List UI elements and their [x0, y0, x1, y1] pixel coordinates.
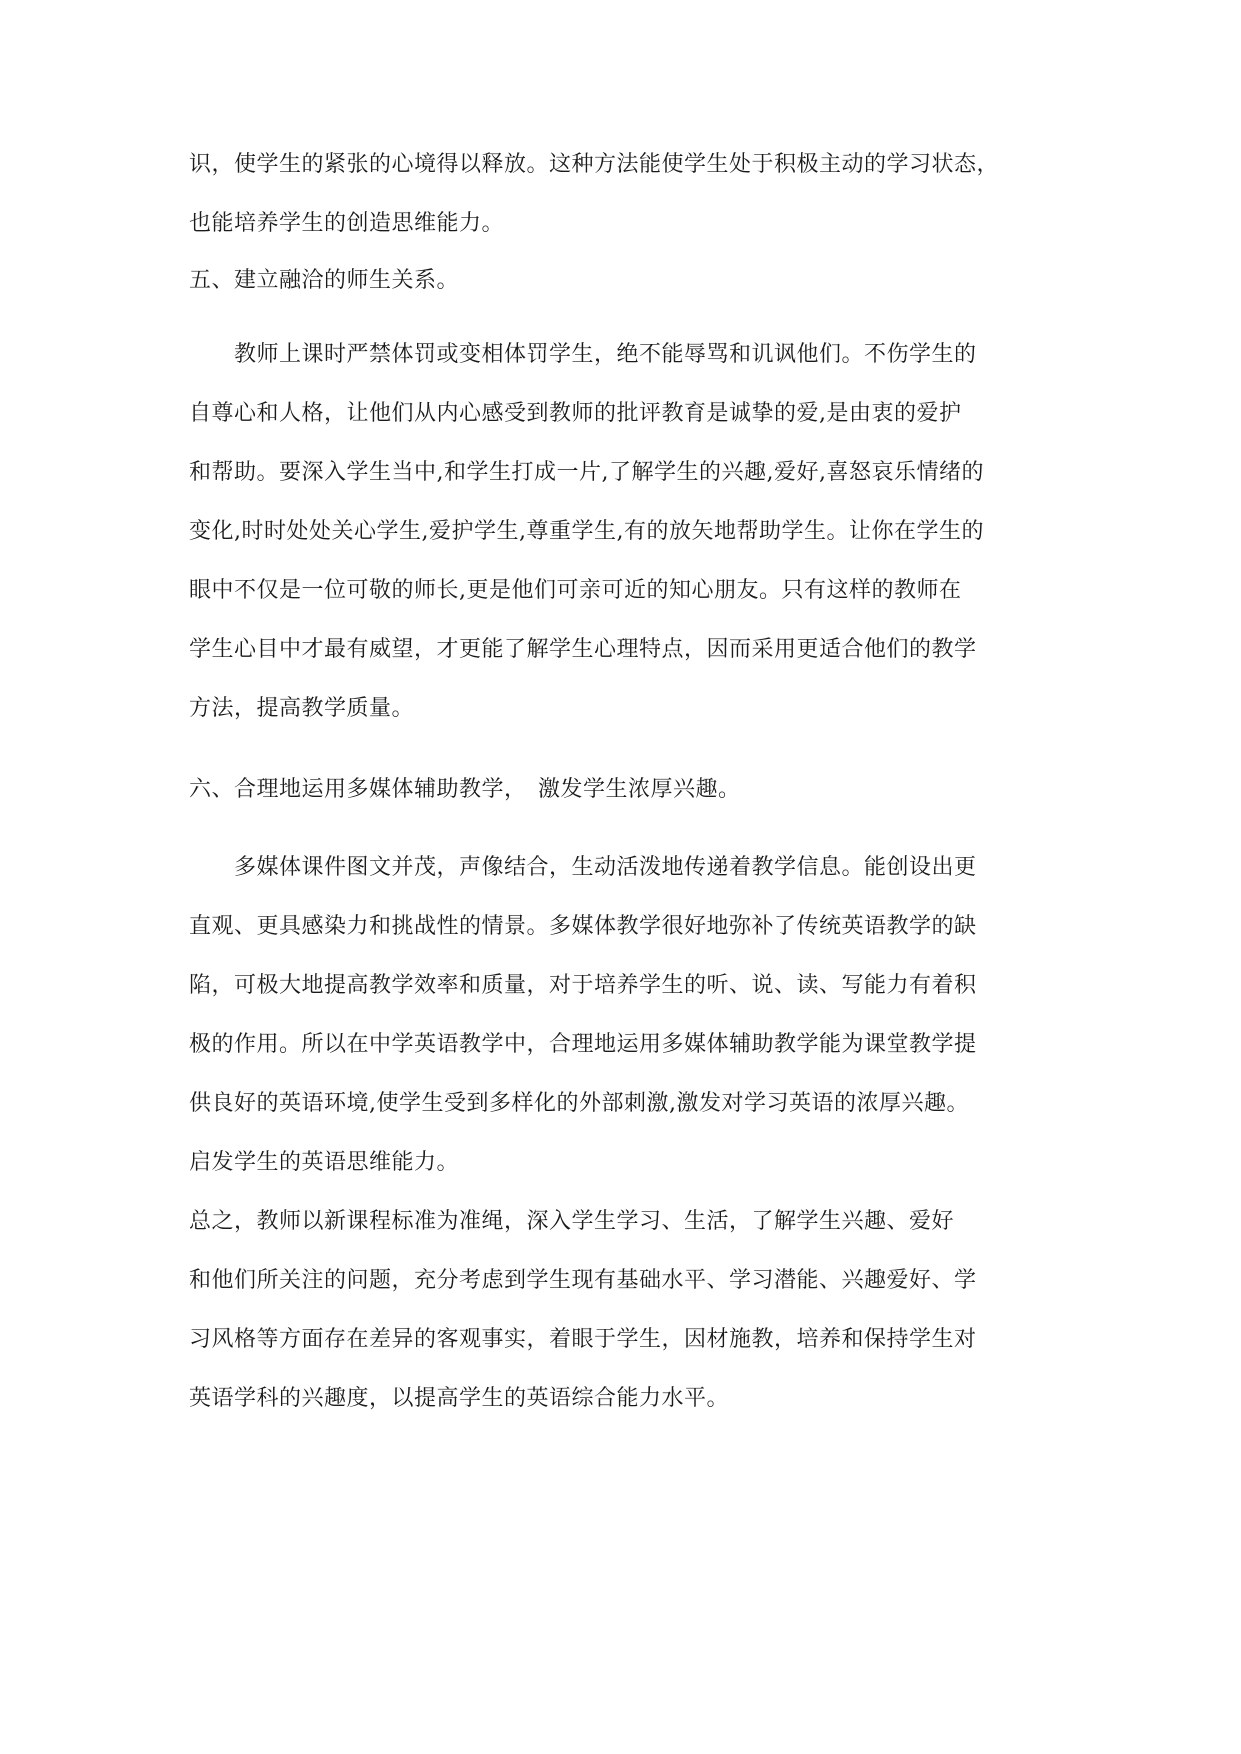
- paragraph-line: 习风格等方面存在差异的客观事实，着眼于学生，因材施教，培养和保持学生对: [189, 1327, 977, 1352]
- paragraph-line: 也能培养学生的创造思维能力。: [189, 211, 505, 236]
- paragraph-line: 供良好的英语环境,使学生受到多样化的外部刺激,激发对学习英语的浓厚兴趣。: [189, 1091, 969, 1116]
- section-heading-6: 六、合理地运用多媒体辅助教学， 激发学生浓厚兴趣。: [189, 777, 741, 802]
- paragraph-line: 学生心目中才最有威望，才更能了解学生心理特点，因而采用更适合他们的教学: [189, 637, 977, 662]
- paragraph-line: 自尊心和人格，让他们从内心感受到教师的批评教育是诚挚的爱,是由衷的爱护: [189, 401, 962, 426]
- paragraph-line: 多媒体课件图文并茂，声像结合，生动活泼地传递着教学信息。能创设出更: [189, 855, 977, 880]
- paragraph-line: 教师上课时严禁体罚或变相体罚学生，绝不能辱骂和讥讽他们。不伤学生的: [189, 342, 977, 367]
- paragraph-line: 英语学科的兴趣度，以提高学生的英语综合能力水平。: [189, 1386, 730, 1411]
- paragraph-line: 启发学生的英语思维能力。: [189, 1150, 460, 1175]
- paragraph-line: 眼中不仅是一位可敬的师长,更是他们可亲可近的知心朋友。只有这样的教师在: [189, 578, 962, 603]
- paragraph-line: 总之，教师以新课程标准为准绳，深入学生学习、生活，了解学生兴趣、爱好: [189, 1209, 955, 1234]
- paragraph-line: 和他们所关注的问题，充分考虑到学生现有基础水平、学习潜能、兴趣爱好、学: [189, 1268, 977, 1293]
- paragraph-line: 方法，提高教学质量。: [189, 696, 415, 721]
- paragraph-line: 极的作用。所以在中学英语教学中，合理地运用多媒体辅助教学能为课堂教学提: [189, 1032, 977, 1057]
- paragraph-line: 和帮助。要深入学生当中,和学生打成一片,了解学生的兴趣,爱好,喜怒哀乐情绪的: [189, 460, 984, 485]
- paragraph-line: 变化,时时处处关心学生,爱护学生,尊重学生,有的放矢地帮助学生。让你在学生的: [189, 519, 984, 544]
- paragraph-line: 识，使学生的紧张的心境得以释放。这种方法能使学生处于积极主动的学习状态，: [189, 152, 1000, 177]
- paragraph-line: 陷，可极大地提高教学效率和质量，对于培养学生的听、说、读、写能力有着积: [189, 973, 977, 998]
- section-heading-5: 五、建立融洽的师生关系。: [189, 268, 460, 293]
- paragraph-line: 直观、更具感染力和挑战性的情景。多媒体教学很好地弥补了传统英语教学的缺: [189, 914, 977, 939]
